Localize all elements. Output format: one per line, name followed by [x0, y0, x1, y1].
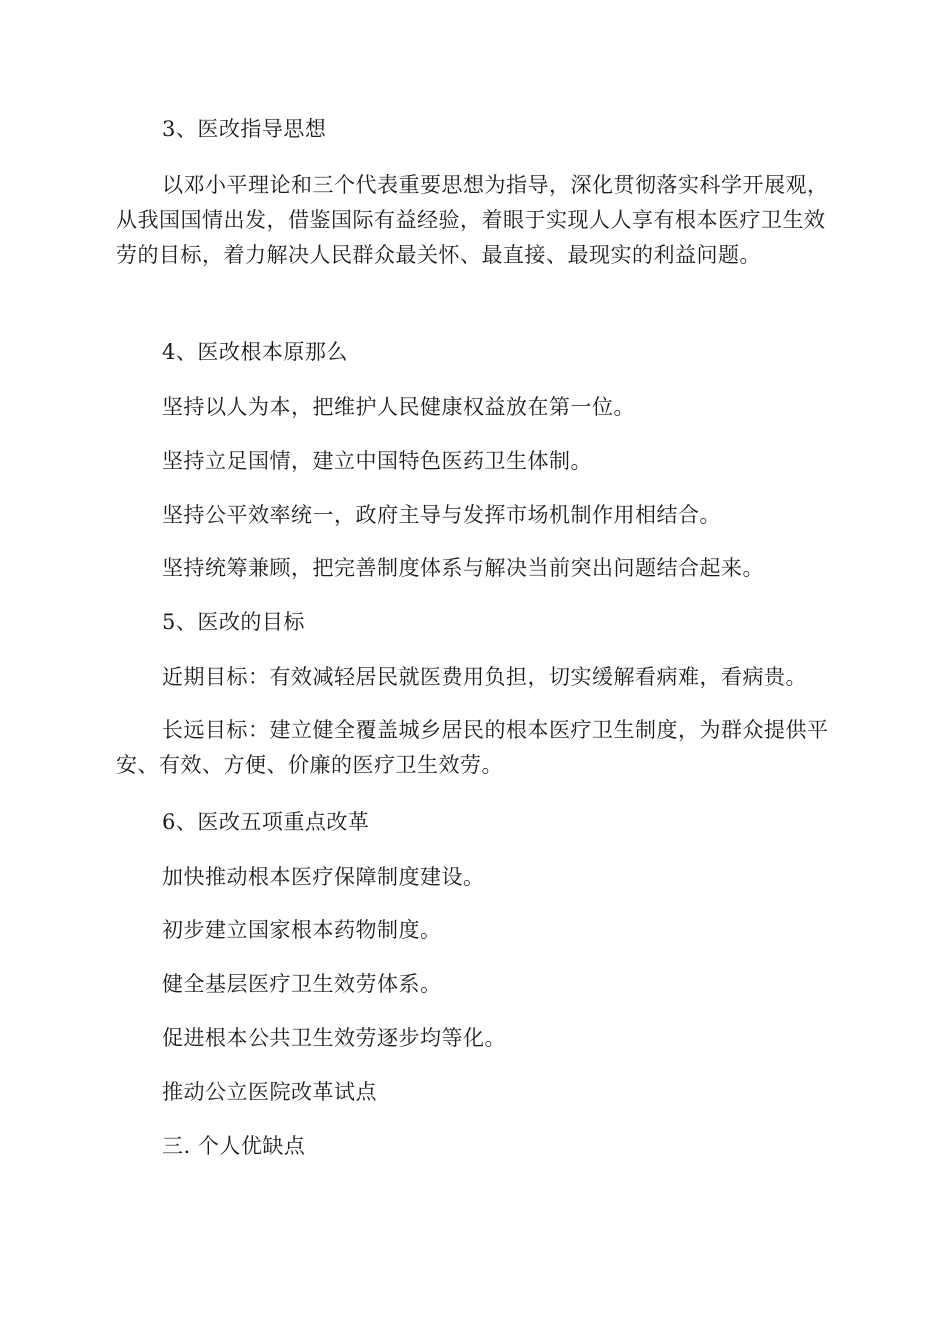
section-3-heading: 3、医改指导思想 — [162, 117, 327, 141]
section-4-item: 坚持统筹兼顾，把完善制度体系与解决当前突出问题结合起来。 — [162, 556, 764, 580]
section-6-item: 加快推动根本医疗保障制度建设。 — [162, 865, 485, 889]
section-5-near-goal: 近期目标：有效减轻居民就医费用负担，切实缓解看病难，看病贵。 — [162, 665, 807, 689]
section-4-item: 坚持立足国情，建立中国特色医药卫生体制。 — [162, 449, 592, 473]
section-6-item: 推动公立医院改革试点 — [162, 1080, 377, 1104]
section-3-body: 以邓小平理论和三个代表重要思想为指导，深化贯彻落实科学开展观，从我国国情出发，借鉴国际有益经验，着眼于实现人人享有根本医疗卫生效劳的目标，着力解决人民群众最关怀、最直接、最现实的利益问题。 — [116, 173, 829, 267]
section-4-item: 坚持公平效率统一，政府主导与发挥市场机制作用相结合。 — [162, 503, 721, 527]
section-5-heading: 5、医改的目标 — [162, 610, 305, 634]
section-4-heading: 4、医改根本原那么 — [162, 340, 348, 364]
section-three-heading: 三. 个人优缺点 — [162, 1134, 306, 1158]
section-6-item: 促进根本公共卫生效劳逐步均等化。 — [162, 1026, 506, 1050]
section-6-item: 初步建立国家根本药物制度。 — [162, 918, 442, 942]
section-5-far-goal: 长远目标：建立健全覆盖城乡居民的根本医疗卫生制度，为群众提供平安、有效、方便、价廉的医疗卫生效劳。 — [116, 718, 829, 777]
section-6-item: 健全基层医疗卫生效劳体系。 — [162, 972, 442, 996]
section-6-heading: 6、医改五项重点改革 — [162, 810, 370, 834]
section-4-item: 坚持以人为本，把维护人民健康权益放在第一位。 — [162, 395, 635, 419]
